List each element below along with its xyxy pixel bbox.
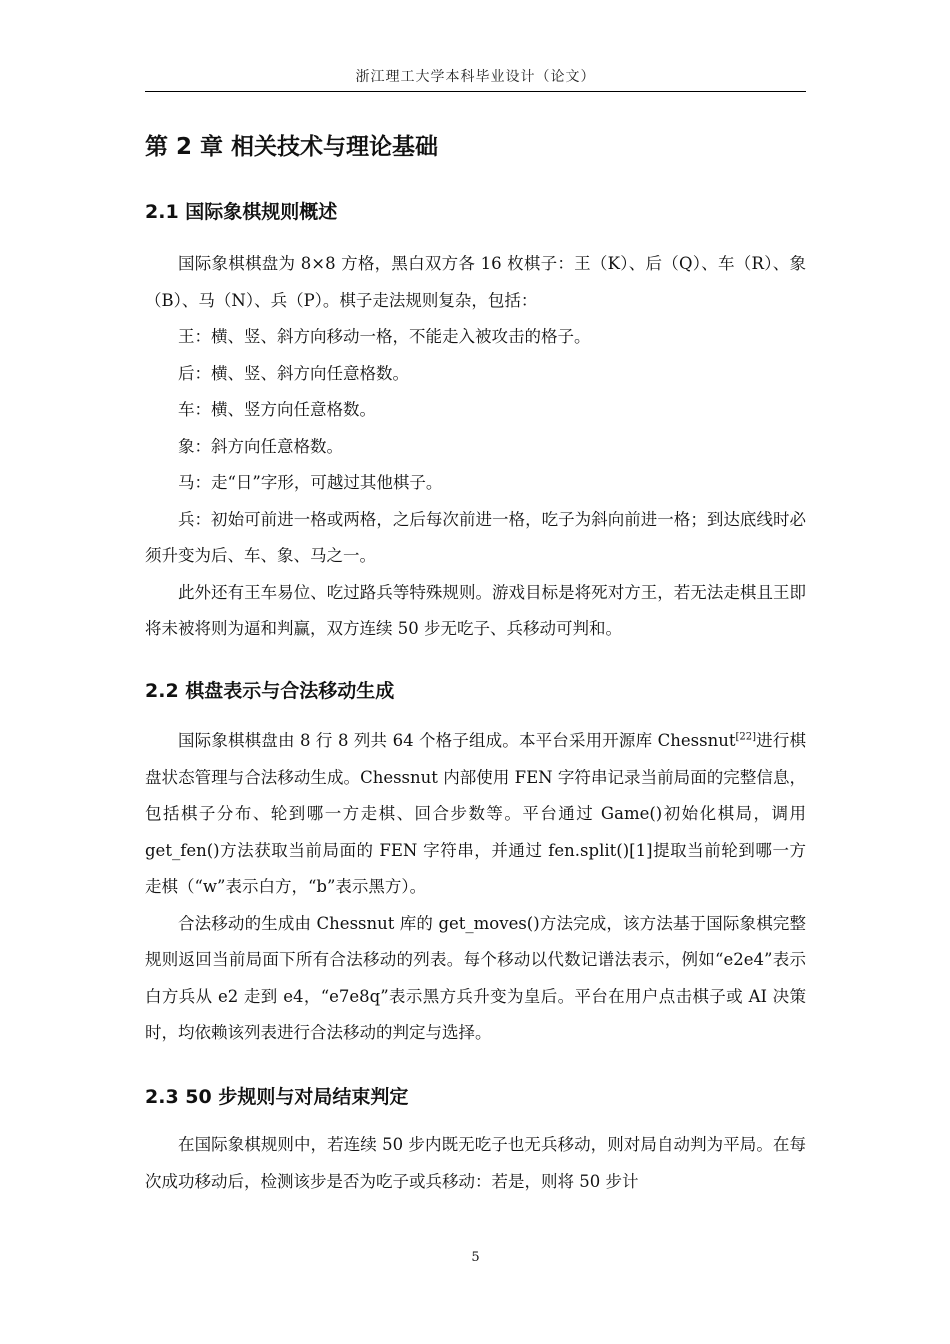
rule-queen: 后：横、竖、斜方向任意格数。 <box>178 363 409 383</box>
text: 国际象棋棋盘由 8 行 8 列共 64 个格子组成。本平台采用开源库 Chessnut <box>178 731 736 750</box>
header-rule <box>145 91 806 92</box>
paragraph: 此外还有王车易位、吃过路兵等特殊规则。游戏目标是将死对方王，若无法走棋且王即将未被将则为逼和判赢，双方连续 50 步无吃子、兵移动可判和。 <box>145 582 806 638</box>
section-2-2-body <box>145 723 806 1052</box>
text: 进行棋盘状态管理与合法移动生成。Chessnut 内部使用 FEN 字符串记录当前局面的完整信息，包括棋子分布、轮到哪一方走棋、回合步数等。平台通过 Game()初始化棋局，调用 get_fen()方法获取当前局面的 FEN 字符串，并通过 fen.split()[1]提取当前轮到哪一方走棋（“w”表示白方，“b”表示黑方）。 <box>145 731 806 896</box>
rule-knight: 马：走“日”字形，可越过其他棋子。 <box>178 473 443 492</box>
section-2-1-body <box>145 246 806 648</box>
rule-king: 王：横、竖、斜方向移动一格，不能走入被攻击的格子。 <box>178 327 591 346</box>
rule-rook: 车：横、竖方向任意格数。 <box>178 400 376 419</box>
paragraph <box>145 723 806 906</box>
running-header: 浙江理工大学本科毕业设计（论文） <box>355 69 596 85</box>
chapter-title: 第 2 章 相关技术与理论基础 <box>145 134 439 160</box>
paragraph: 国际象棋棋盘为 8×8 方格，黑白双方各 16 枚棋子：王（K）、后（Q）、车（R）、象（B）、马（N）、兵（P）。棋子走法规则复杂，包括： <box>145 254 806 310</box>
paragraph: 合法移动的生成由 Chessnut 库的 get_moves()方法完成，该方法基于国际象棋完整规则返回当前局面下所有合法移动的列表。每个移动以代数记谱法表示，例如“e2e4”表示白方兵从 e2 走到 e4，“e7e8q”表示黑方兵升变为皇后。平台在用户点击棋子或 AI 决策时，均依赖该列表进行合法移动的判定与选择。 <box>145 913 806 1042</box>
section-2-2-heading: 2.2 棋盘表示与合法移动生成 <box>145 680 395 702</box>
rule-pawn: 兵：初始可前进一格或两格，之后每次前进一格，吃子为斜向前进一格；到达底线时必须升变为后、车、象、马之一。 <box>145 509 806 565</box>
section-2-1-heading: 2.1 国际象棋规则概述 <box>145 201 338 223</box>
section-2-3-body <box>145 1127 806 1200</box>
rule-bishop: 象：斜方向任意格数。 <box>178 436 343 456</box>
page-number: 5 <box>471 1250 480 1265</box>
paragraph: 在国际象棋规则中，若连续 50 步内既无吃子也无兵移动，则对局自动判为平局。在每次成功移动后，检测该步是否为吃子或兵移动：若是，则将 50 步计 <box>145 1135 806 1191</box>
citation: [22] <box>735 731 757 743</box>
section-2-3-heading: 2.3 50 步规则与对局结束判定 <box>145 1086 409 1108</box>
